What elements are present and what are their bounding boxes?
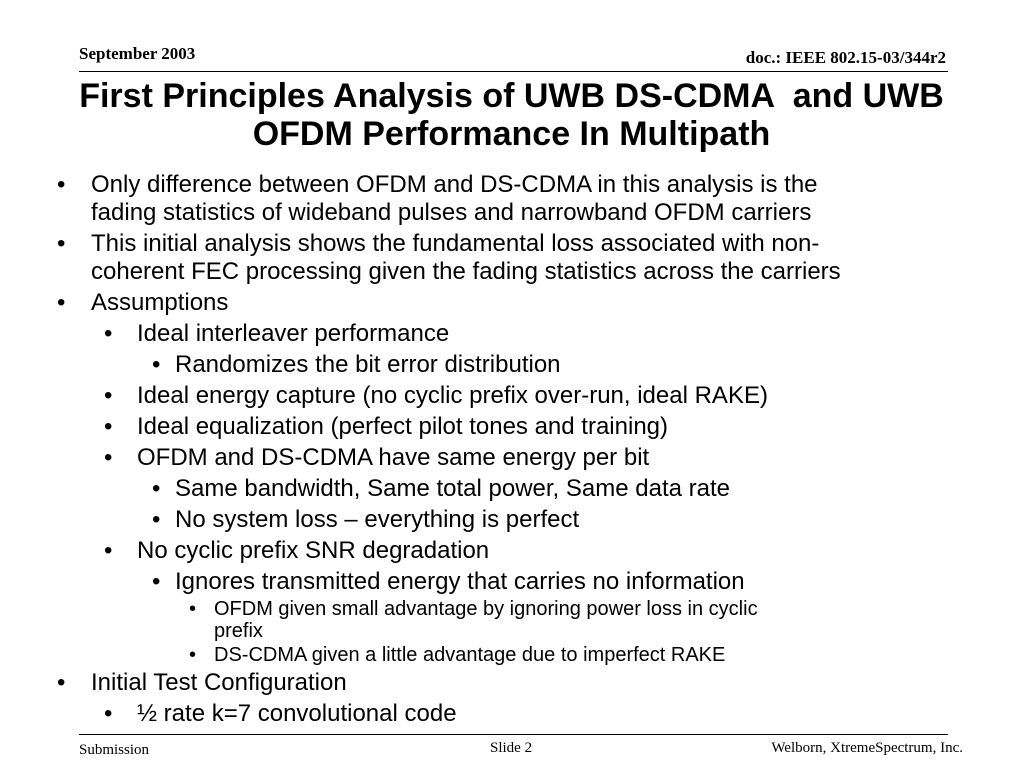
- bullet-marker: •: [104, 537, 113, 564]
- bullet-text-line: Ideal equalization (perfect pilot tones and training): [137, 413, 668, 440]
- header-doc-id: doc.: IEEE 802.15-03/344r2: [745, 48, 946, 67]
- bullet-marker: •: [189, 598, 197, 620]
- bullet-text-line: Ignores transmitted energy that carries no information: [175, 568, 745, 595]
- bullet-text-line: Assumptions: [91, 289, 229, 316]
- bullet-marker: •: [152, 506, 161, 533]
- bullet-text-line: Ideal energy capture (no cyclic prefix over-run, ideal RAKE): [137, 382, 768, 409]
- footer-divider: [79, 734, 948, 735]
- bullet-text-line: Initial Test Configuration: [91, 669, 347, 696]
- bullet-text-line: coherent FEC processing given the fading statistics across the carriers: [91, 258, 841, 285]
- bullet-marker: •: [104, 413, 113, 440]
- slide-title-line-2: OFDM Performance In Multipath: [252, 115, 771, 153]
- bullet-marker: •: [104, 320, 113, 347]
- bullet-text-line: No system loss – everything is perfect: [175, 506, 580, 533]
- bullet-text-line: OFDM and DS-CDMA have same energy per bit: [137, 444, 650, 471]
- header-divider: [79, 71, 948, 72]
- bullet-marker: •: [57, 230, 66, 257]
- bullet-marker: •: [57, 669, 66, 696]
- bullet-marker: •: [152, 475, 161, 502]
- bullet-marker: •: [152, 351, 161, 378]
- header-date: September 2003: [79, 44, 196, 63]
- bullet-marker: •: [57, 171, 66, 198]
- bullet-text-line: OFDM given small advantage by ignoring power loss in cyclic: [214, 598, 758, 620]
- bullet-marker: •: [104, 444, 113, 471]
- bullet-marker: •: [104, 700, 113, 727]
- bullet-text-line: Randomizes the bit error distribution: [175, 351, 561, 378]
- footer-submission: Submission: [79, 742, 150, 758]
- bullet-marker: •: [189, 644, 197, 666]
- bullet-text-line: fading statistics of wideband pulses and narrowband OFDM carriers: [91, 199, 812, 226]
- slide-title-line-1: First Principles Analysis of UWB DS-CDMA and UWB: [79, 77, 944, 115]
- bullet-marker: •: [152, 568, 161, 595]
- bullet-marker: •: [57, 289, 66, 316]
- bullet-text-line: Only difference between OFDM and DS-CDMA in this analysis is the: [91, 171, 818, 198]
- bullet-text-line: Ideal interleaver performance: [137, 320, 450, 347]
- bullet-text-line: This initial analysis shows the fundamental loss associated with non-: [91, 230, 820, 257]
- bullet-text-line: Same bandwidth, Same total power, Same data rate: [175, 475, 730, 502]
- bullet-marker: •: [104, 382, 113, 409]
- footer-author: Welborn, XtremeSpectrum, Inc.: [771, 740, 963, 756]
- bullet-text-line: prefix: [214, 620, 263, 642]
- bullet-text-line: ½ rate k=7 convolutional code: [137, 700, 457, 727]
- bullet-text-line: DS-CDMA given a little advantage due to imperfect RAKE: [214, 644, 726, 666]
- bullet-text-line: No cyclic prefix SNR degradation: [137, 537, 490, 564]
- footer-slide-number: Slide 2: [490, 740, 533, 756]
- slide-title: [0, 77, 1023, 153]
